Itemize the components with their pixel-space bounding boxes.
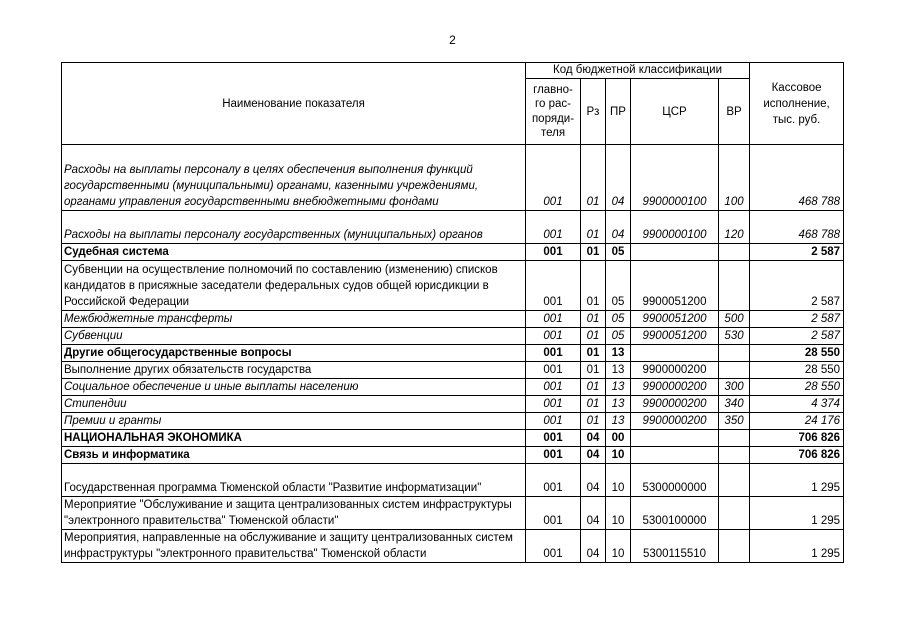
row-pr-code: 10 [606, 497, 631, 530]
row-cash-execution-sum: 468 788 [750, 145, 844, 211]
table-row [62, 244, 844, 261]
row-csr-code: 5300115510 [631, 530, 719, 563]
table-body [62, 145, 844, 563]
row-pr-code: 10 [606, 530, 631, 563]
row-indicator-name: НАЦИОНАЛЬНАЯ ЭКОНОМИКА [62, 430, 526, 447]
table-row [62, 497, 844, 530]
row-chief-administrator-code: 001 [526, 396, 581, 413]
row-rz-code: 01 [581, 345, 606, 362]
row-csr-code: 9900051200 [631, 311, 719, 328]
row-cash-execution-sum: 2 587 [750, 328, 844, 345]
table-row [62, 530, 844, 563]
row-indicator-name: Стипендии [62, 396, 526, 413]
table-row [62, 379, 844, 396]
row-cash-execution-sum: 706 826 [750, 447, 844, 464]
row-indicator-name: Мероприятия, направленные на обслуживание и защиту централизованных систем инфраструктуры "электронного правительства" Тюменской области [62, 530, 526, 563]
row-pr-code: 10 [606, 464, 631, 497]
row-csr-code: 5300000000 [631, 464, 719, 497]
row-cash-execution-sum: 2 587 [750, 261, 844, 311]
table-row [62, 345, 844, 362]
row-vr-code [719, 362, 750, 379]
header-vr: ВР [719, 79, 750, 145]
row-vr-code [719, 530, 750, 563]
row-cash-execution-sum: 1 295 [750, 497, 844, 530]
row-pr-code: 13 [606, 362, 631, 379]
table-row [62, 464, 844, 497]
row-rz-code: 01 [581, 379, 606, 396]
row-cash-execution-sum: 28 550 [750, 362, 844, 379]
row-chief-administrator-code: 001 [526, 362, 581, 379]
row-pr-code: 13 [606, 379, 631, 396]
table-row [62, 430, 844, 447]
row-cash-execution-sum: 1 295 [750, 530, 844, 563]
row-indicator-name: Мероприятие "Обслуживание и защита централизованных систем инфраструктуры "электронного правительства" Тюменской области" [62, 497, 526, 530]
row-cash-execution-sum: 28 550 [750, 345, 844, 362]
row-vr-code [719, 345, 750, 362]
row-vr-code: 120 [719, 211, 750, 244]
row-pr-code: 04 [606, 145, 631, 211]
row-chief-administrator-code: 001 [526, 328, 581, 345]
row-indicator-name: Другие общегосударственные вопросы [62, 345, 526, 362]
row-cash-execution-sum: 28 550 [750, 379, 844, 396]
row-rz-code: 04 [581, 530, 606, 563]
row-csr-code: 9900051200 [631, 328, 719, 345]
table-row [62, 413, 844, 430]
budget-execution-table [61, 62, 844, 563]
header-csr: ЦСР [631, 79, 719, 145]
table-row [62, 362, 844, 379]
row-csr-code: 9900000100 [631, 145, 719, 211]
row-indicator-name: Судебная система [62, 244, 526, 261]
row-chief-administrator-code: 001 [526, 145, 581, 211]
row-csr-code [631, 345, 719, 362]
row-csr-code: 9900000200 [631, 379, 719, 396]
row-chief-administrator-code: 001 [526, 379, 581, 396]
row-chief-administrator-code: 001 [526, 261, 581, 311]
row-pr-code: 05 [606, 261, 631, 311]
row-rz-code: 01 [581, 311, 606, 328]
table-row [62, 328, 844, 345]
row-rz-code: 01 [581, 244, 606, 261]
row-csr-code [631, 244, 719, 261]
row-chief-administrator-code: 001 [526, 413, 581, 430]
row-indicator-name: Расходы на выплаты персоналу в целях обеспечения выполнения функций государственными (муниципальными) органами, казенными учреждениями, органами управления государственными внебюджетными фондами [62, 145, 526, 211]
row-csr-code: 5300100000 [631, 497, 719, 530]
row-vr-code [719, 447, 750, 464]
row-pr-code: 05 [606, 244, 631, 261]
row-vr-code [719, 244, 750, 261]
header-indicator-name: Наименование показателя [62, 63, 526, 145]
row-pr-code: 04 [606, 211, 631, 244]
row-cash-execution-sum: 2 587 [750, 311, 844, 328]
header-budget-classification-code: Код бюджетной классификации [526, 63, 750, 79]
row-chief-administrator-code: 001 [526, 530, 581, 563]
row-vr-code [719, 430, 750, 447]
row-cash-execution-sum: 24 176 [750, 413, 844, 430]
row-indicator-name: Связь и информатика [62, 447, 526, 464]
row-chief-administrator-code: 001 [526, 447, 581, 464]
page-number: 2 [449, 33, 456, 47]
row-chief-administrator-code: 001 [526, 244, 581, 261]
row-indicator-name: Премии и гранты [62, 413, 526, 430]
row-pr-code: 13 [606, 413, 631, 430]
table-row [62, 396, 844, 413]
row-cash-execution-sum: 706 826 [750, 430, 844, 447]
table-row [62, 261, 844, 311]
row-vr-code [719, 497, 750, 530]
row-vr-code [719, 261, 750, 311]
row-chief-administrator-code: 001 [526, 345, 581, 362]
table-row [62, 447, 844, 464]
row-rz-code: 04 [581, 430, 606, 447]
row-cash-execution-sum: 4 374 [750, 396, 844, 413]
row-rz-code: 04 [581, 447, 606, 464]
row-indicator-name: Расходы на выплаты персоналу государственных (муниципальных) органов [62, 211, 526, 244]
row-vr-code: 500 [719, 311, 750, 328]
row-rz-code: 01 [581, 211, 606, 244]
row-rz-code: 04 [581, 464, 606, 497]
row-vr-code: 100 [719, 145, 750, 211]
row-vr-code: 530 [719, 328, 750, 345]
row-rz-code: 01 [581, 362, 606, 379]
row-chief-administrator-code: 001 [526, 430, 581, 447]
row-chief-administrator-code: 001 [526, 311, 581, 328]
row-rz-code: 01 [581, 396, 606, 413]
row-vr-code [719, 464, 750, 497]
row-indicator-name: Государственная программа Тюменской области "Развитие информатизации" [62, 464, 526, 497]
row-indicator-name: Субвенции на осуществление полномочий по составлению (изменению) списков кандидатов в присяжные заседатели федеральных судов общей юрисдикции в Российской Федерации [62, 261, 526, 311]
row-pr-code: 05 [606, 328, 631, 345]
row-pr-code: 10 [606, 447, 631, 464]
row-csr-code [631, 430, 719, 447]
row-rz-code: 01 [581, 261, 606, 311]
row-csr-code: 9900000200 [631, 362, 719, 379]
row-vr-code: 340 [719, 396, 750, 413]
row-vr-code: 350 [719, 413, 750, 430]
header-rz: Рз [581, 79, 606, 145]
row-pr-code: 00 [606, 430, 631, 447]
row-csr-code [631, 447, 719, 464]
row-indicator-name: Выполнение других обязательств государства [62, 362, 526, 379]
row-csr-code: 9900000100 [631, 211, 719, 244]
row-cash-execution-sum: 2 587 [750, 244, 844, 261]
table-header [62, 63, 844, 145]
row-rz-code: 04 [581, 497, 606, 530]
row-pr-code: 13 [606, 345, 631, 362]
row-pr-code: 05 [606, 311, 631, 328]
row-rz-code: 01 [581, 413, 606, 430]
row-indicator-name: Субвенции [62, 328, 526, 345]
table-row [62, 145, 844, 211]
row-csr-code: 9900000200 [631, 413, 719, 430]
row-csr-code: 9900051200 [631, 261, 719, 311]
row-chief-administrator-code: 001 [526, 497, 581, 530]
row-cash-execution-sum: 468 788 [750, 211, 844, 244]
row-pr-code: 13 [606, 396, 631, 413]
row-vr-code: 300 [719, 379, 750, 396]
row-indicator-name: Социальное обеспечение и иные выплаты населению [62, 379, 526, 396]
header-chief-administrator: главно- го рас- поряди- теля [526, 79, 581, 145]
row-rz-code: 01 [581, 328, 606, 345]
header-pr: ПР [606, 79, 631, 145]
row-cash-execution-sum: 1 295 [750, 464, 844, 497]
table-row [62, 311, 844, 328]
row-chief-administrator-code: 001 [526, 211, 581, 244]
row-chief-administrator-code: 001 [526, 464, 581, 497]
row-rz-code: 01 [581, 145, 606, 211]
header-cash-execution: Кассовое исполнение, тыс. руб. [750, 63, 844, 145]
table-row [62, 211, 844, 244]
row-indicator-name: Межбюджетные трансферты [62, 311, 526, 328]
row-csr-code: 9900000200 [631, 396, 719, 413]
